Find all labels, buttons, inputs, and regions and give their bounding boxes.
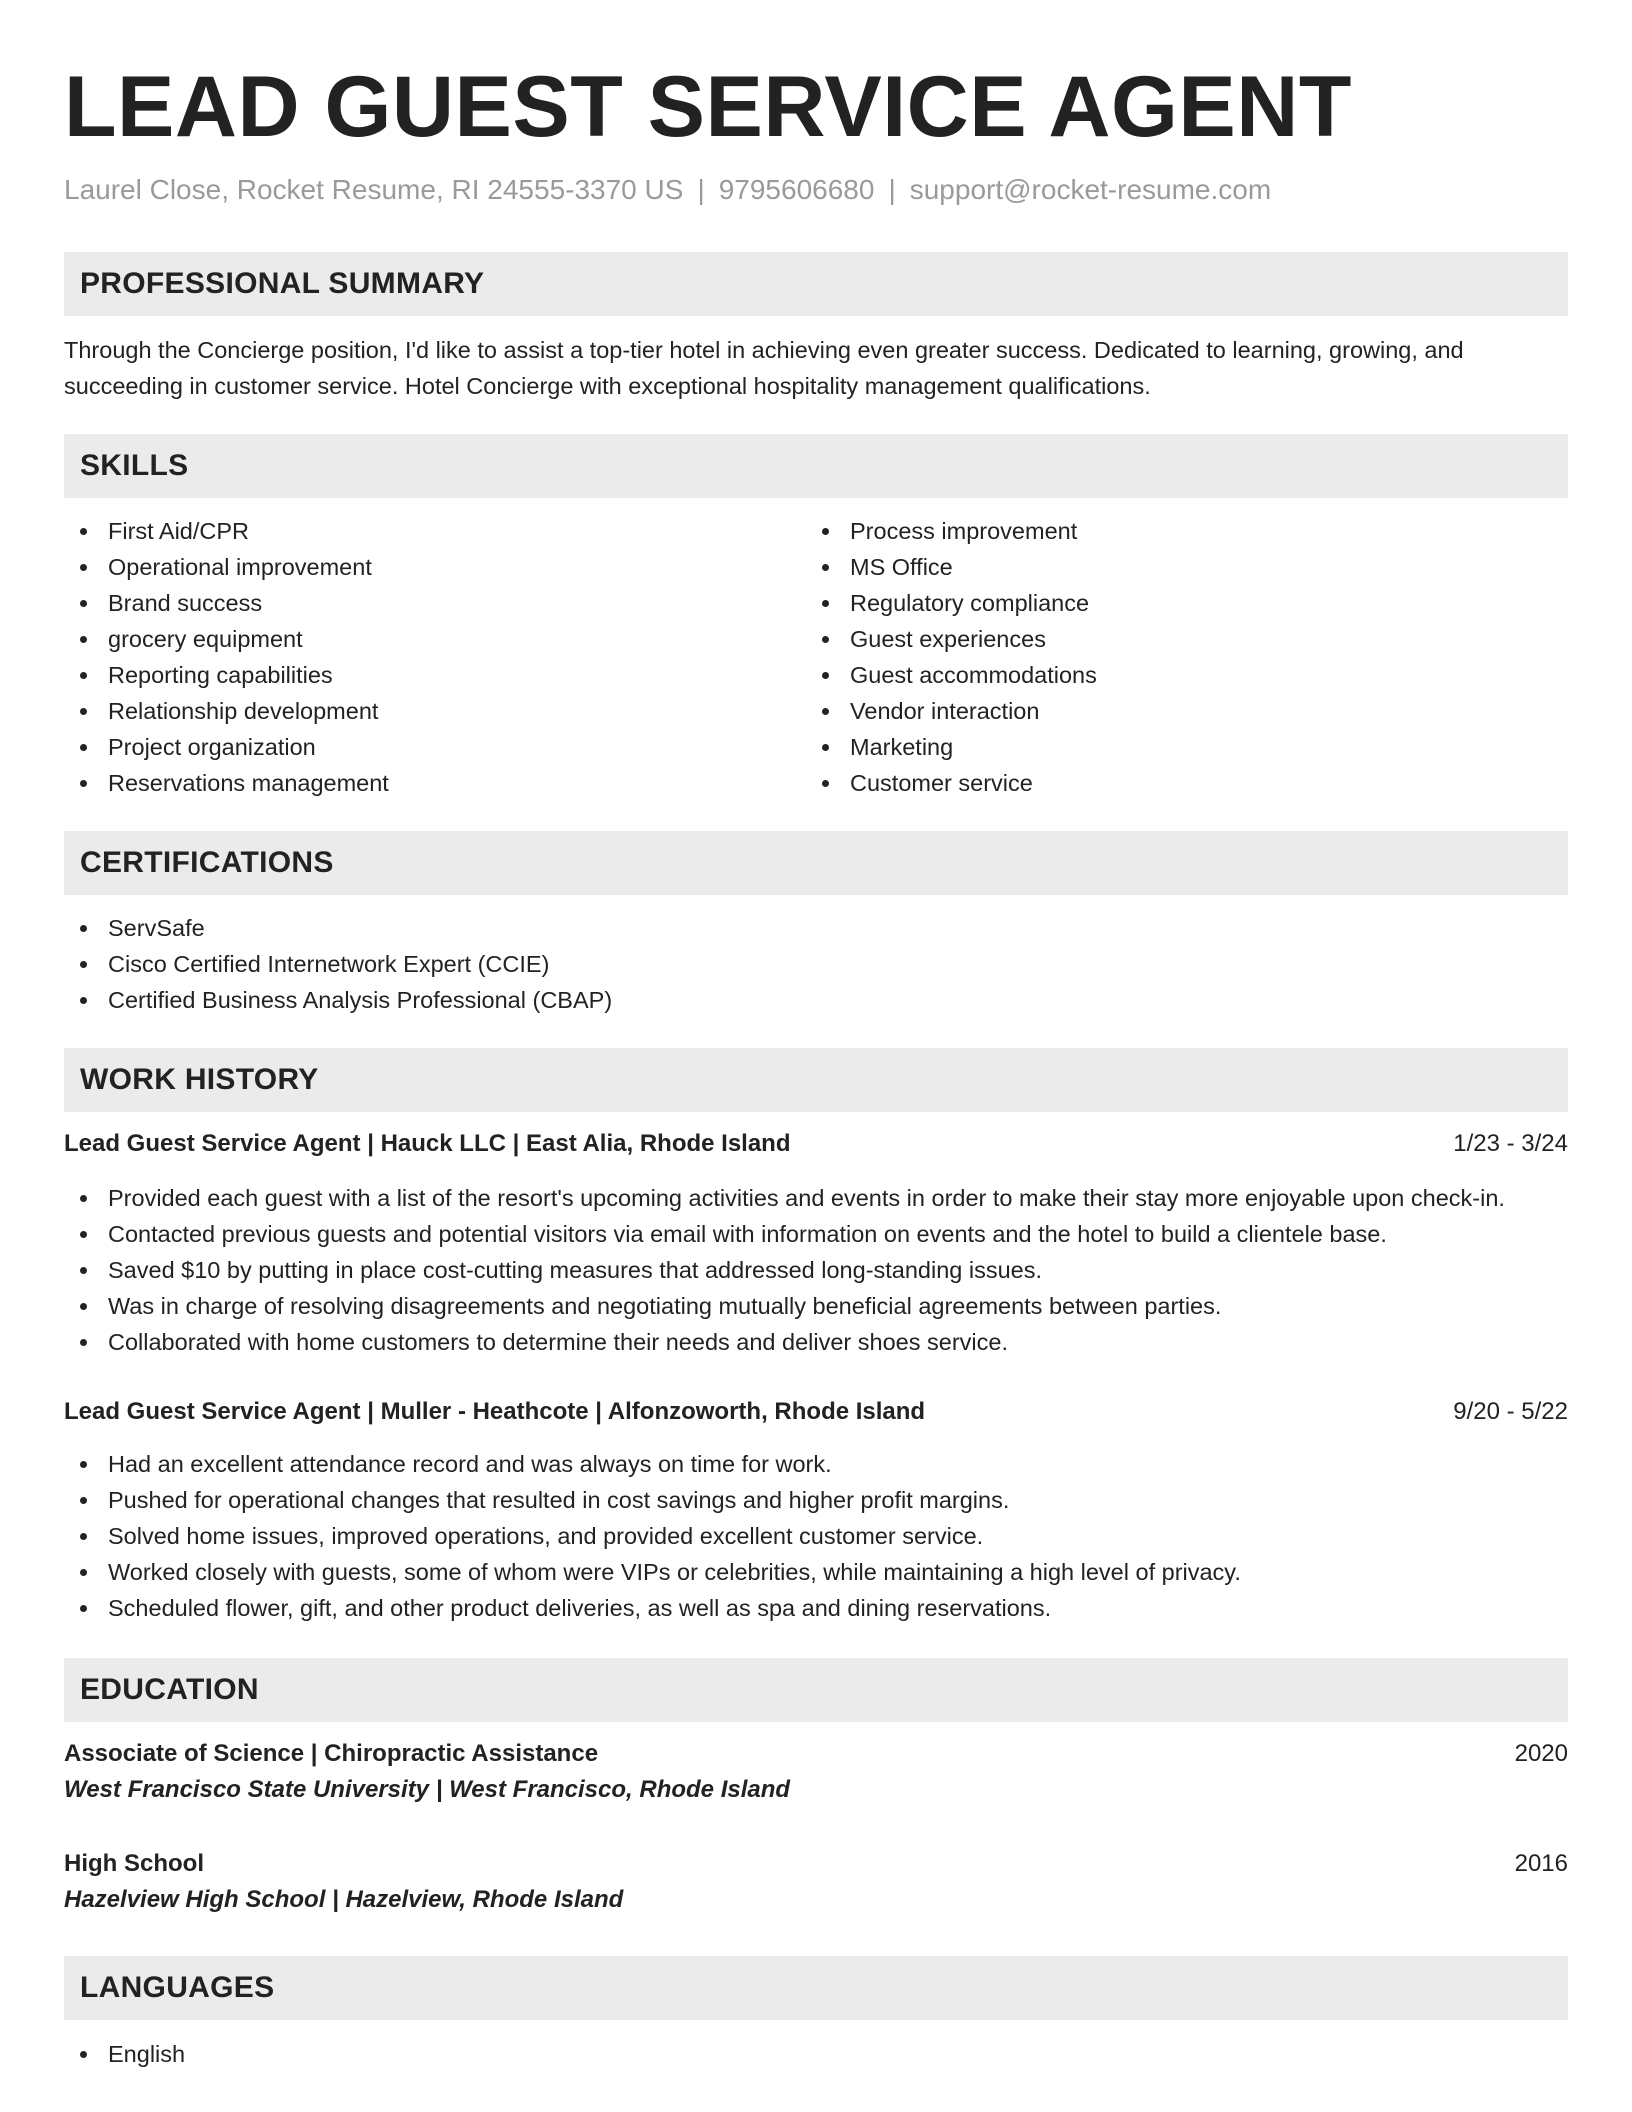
job-dates: 1/23 - 3/24 [1453, 1130, 1568, 1157]
languages-heading: LANGUAGES [64, 1956, 1568, 2020]
school: Hazelview High School | Hazelview, Rhode Island [64, 1886, 624, 1913]
degree: Associate of Science | Chiropractic Assistance [64, 1740, 599, 1767]
job-title: Lead Guest Service Agent | Muller - Heathcote | Alfonzoworth, Rhode Island [64, 1398, 926, 1425]
job-bullet: Scheduled flower, gift, and other product deliveries, as well as spa and dining reservations. [64, 1590, 1568, 1626]
skill-item: First Aid/CPR [64, 513, 806, 549]
skills-columns [64, 513, 1568, 801]
certifications-heading: CERTIFICATIONS [64, 831, 1568, 895]
contact-separator: | [697, 174, 705, 205]
skill-item: Guest accommodations [806, 657, 1548, 693]
resume-title: LEAD GUEST SERVICE AGENT [64, 59, 1352, 155]
skill-item: Customer service [806, 765, 1548, 801]
education-entry [64, 1736, 1568, 1808]
job-entry [64, 1126, 1568, 1360]
summary-text: Through the Concierge position, I'd like to assist a top-tier hotel in achieving even greater success. Dedicated to learning, growing, and succeeding in customer service. Hotel Concierge with exceptional hospitality management qualifications. [64, 337, 1464, 399]
job-bullet: Pushed for operational changes that resulted in cost savings and higher profit margins. [64, 1482, 1568, 1518]
skill-item: MS Office [806, 549, 1548, 585]
skill-item: Brand success [64, 585, 806, 621]
contact-line [64, 172, 1568, 208]
job-bullets [64, 1180, 1568, 1360]
work-history-heading: WORK HISTORY [64, 1048, 1568, 1112]
skill-item: Vendor interaction [806, 693, 1548, 729]
skill-item: grocery equipment [64, 621, 806, 657]
summary-heading: PROFESSIONAL SUMMARY [64, 252, 1568, 316]
contact-email: support@rocket-resume.com [909, 174, 1272, 205]
certification-item: ServSafe [64, 910, 1568, 946]
contact-address: Laurel Close, Rocket Resume, RI 24555-3370 US [64, 174, 684, 205]
education-header [64, 1846, 1568, 1882]
skill-item: Marketing [806, 729, 1548, 765]
job-bullet: Solved home issues, improved operations, and provided excellent customer service. [64, 1518, 1568, 1554]
education-entry [64, 1846, 1568, 1918]
job-title: Lead Guest Service Agent | Hauck LLC | East Alia, Rhode Island [64, 1130, 791, 1157]
job-bullet: Collaborated with home customers to determine their needs and deliver shoes service. [64, 1324, 1568, 1360]
skill-item: Regulatory compliance [806, 585, 1548, 621]
skill-item: Guest experiences [806, 621, 1548, 657]
contact-separator: | [888, 174, 896, 205]
certification-item: Cisco Certified Internetwork Expert (CCIE) [64, 946, 1568, 982]
resume-page [64, 0, 1568, 2072]
skills-heading: SKILLS [64, 434, 1568, 498]
skill-item: Reservations management [64, 765, 806, 801]
graduation-year: 2020 [1514, 1740, 1568, 1767]
certification-item: Certified Business Analysis Professional (CBAP) [64, 982, 1568, 1018]
skill-item: Project organization [64, 729, 806, 765]
job-bullet: Was in charge of resolving disagreements and negotiating mutually beneficial agreements between parties. [64, 1288, 1568, 1324]
job-bullets [64, 1446, 1568, 1626]
job-entry [64, 1394, 1568, 1626]
skill-item: Reporting capabilities [64, 657, 806, 693]
skill-item: Process improvement [806, 513, 1548, 549]
job-header [64, 1126, 1568, 1162]
certifications-list [64, 910, 1568, 1018]
job-header [64, 1394, 1568, 1430]
contact-phone: 9795606680 [718, 174, 875, 205]
school: West Francisco State University | West Francisco, Rhode Island [64, 1776, 791, 1803]
job-bullet: Saved $10 by putting in place cost-cutting measures that addressed long-standing issues. [64, 1252, 1568, 1288]
job-bullet: Contacted previous guests and potential visitors via email with information on events and the hotel to build a clientele base. [64, 1216, 1568, 1252]
job-bullet: Worked closely with guests, some of whom were VIPs or celebrities, while maintaining a high level of privacy. [64, 1554, 1568, 1590]
job-bullet: Provided each guest with a list of the resort's upcoming activities and events in order to make their stay more enjoyable upon check-in. [64, 1180, 1568, 1216]
languages-list [64, 2036, 1568, 2072]
job-dates: 9/20 - 5/22 [1453, 1398, 1568, 1425]
skills-list-right [806, 513, 1548, 801]
skill-item: Relationship development [64, 693, 806, 729]
graduation-year: 2016 [1514, 1850, 1568, 1877]
education-header [64, 1736, 1568, 1772]
education-heading: EDUCATION [64, 1658, 1568, 1722]
degree: High School [64, 1850, 204, 1877]
skills-list-left [64, 513, 806, 801]
skill-item: Operational improvement [64, 549, 806, 585]
job-bullet: Had an excellent attendance record and was always on time for work. [64, 1446, 1568, 1482]
language-item: English [64, 2036, 1568, 2072]
